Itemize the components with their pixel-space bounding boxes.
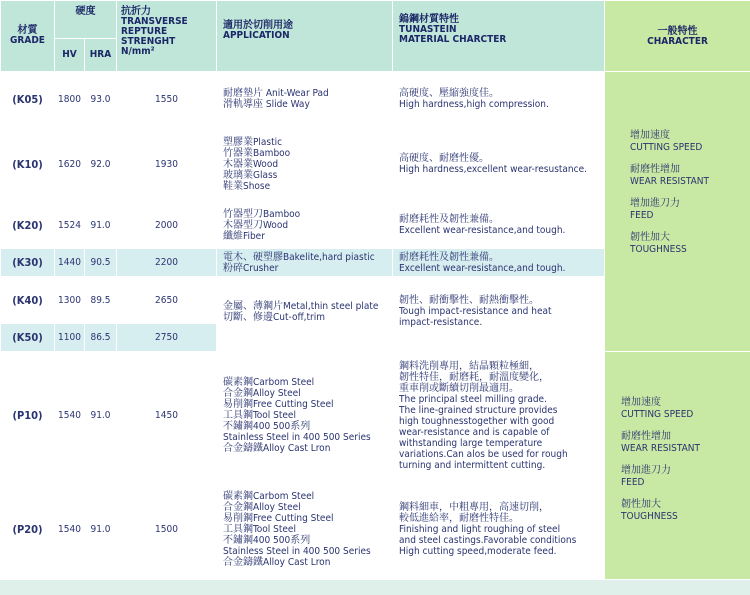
- trs-header-en3: STRENGHT: [121, 36, 176, 47]
- hardness-header: 硬度: [55, 1, 117, 39]
- char-item: [630, 232, 750, 256]
- hv-k20: 1524: [55, 202, 85, 249]
- trs-k10: 1930: [117, 127, 217, 202]
- feat-line: Tough impact-resistance and heat: [399, 306, 552, 317]
- application-header-en: APPLICATION: [223, 30, 290, 41]
- app-line: 金屬、薄鋼片Metal,thin steel plate: [223, 301, 379, 312]
- trs-p10: 1450: [117, 352, 217, 480]
- app-line: 合金鑄鐵Alloy Cast Lron: [223, 557, 331, 568]
- hra-k30: 90.5: [85, 249, 117, 277]
- hra-k40: 89.5: [85, 277, 117, 324]
- trs-p20: 1500: [117, 480, 217, 580]
- char-en: TOUGHNESS: [630, 244, 687, 255]
- app-line: 耐磨墊片 Anit-Wear Pad: [223, 88, 329, 99]
- char-en: CUTTING SPEED: [621, 409, 694, 420]
- trs-k40: 2650: [117, 277, 217, 324]
- feat-line: 高硬度、耐磨性優。: [399, 153, 489, 164]
- char-item: [621, 499, 750, 523]
- application-header-zh: 適用於切削用途: [223, 20, 293, 31]
- grade-k50: (K50): [1, 324, 55, 352]
- hra-header: HRA: [85, 39, 117, 72]
- hv-p10: 1540: [55, 352, 85, 480]
- feat-line: 重車削或斷續切削最適用。: [399, 382, 519, 394]
- char-item: [630, 164, 750, 188]
- feature-k20: [393, 202, 605, 249]
- char-zh: 增加速度: [621, 397, 661, 408]
- hra-k20: 91.0: [85, 202, 117, 249]
- feat-line: 鋼料洗削專用，結晶顆粒極細，: [399, 360, 539, 372]
- app-line: 易削鋼Free Cutting Steel: [223, 513, 334, 524]
- feat-line: The principal steel milling grade.: [399, 393, 547, 405]
- app-line: 竹器業Bamboo: [223, 147, 291, 159]
- feat-line: 韌性、耐衝擊性、耐熱衝擊性。: [399, 295, 539, 306]
- grade-p20: (P20): [1, 480, 55, 580]
- app-line: 碳素鋼Carbom Steel: [223, 377, 315, 388]
- application-k30: [217, 249, 393, 277]
- trs-header: [117, 1, 217, 72]
- application-k10: [217, 127, 393, 202]
- hra-k50: 86.5: [85, 324, 117, 352]
- grade-k10: (K10): [1, 127, 55, 202]
- app-line: 不鏽鋼400 500系列: [223, 421, 311, 432]
- application-k05: [217, 72, 393, 127]
- hra-k10: 92.0: [85, 127, 117, 202]
- application-header: [217, 1, 393, 72]
- trs-header-en1: TRANSVERSE: [121, 16, 188, 27]
- hv-k40: 1300: [55, 277, 85, 324]
- feat-line: 耐磨耗性及韌性兼備。: [399, 214, 499, 225]
- character-header-zh: 一般特性: [657, 26, 698, 37]
- feat-line: High hardness,excellent wear-resustance.: [399, 164, 587, 175]
- app-line: 纖維Fiber: [223, 230, 265, 242]
- grade-header-zh: 材質: [17, 25, 38, 36]
- feat-line: 高硬度、壓縮強度佳。: [399, 88, 499, 99]
- char-item: [621, 397, 750, 421]
- char-item: [621, 431, 750, 455]
- feat-line: 耐磨耗性及韌性兼備。: [399, 251, 499, 263]
- char-zh: 增加速度: [630, 130, 670, 141]
- app-line: 鞋業Shose: [223, 180, 271, 192]
- hra-p20: 91.0: [85, 480, 117, 580]
- app-line: 切斷、修邊Cut-off,trim: [223, 312, 325, 323]
- char-zh: 耐磨性增加: [621, 431, 671, 442]
- feature-k40-k50: [393, 277, 605, 352]
- character-k-group: [605, 72, 750, 352]
- char-item: [630, 198, 750, 222]
- trs-k20: 2000: [117, 202, 217, 249]
- app-line: 合金鋼Alloy Steel: [223, 388, 301, 399]
- app-line: 碳素鋼Carbom Steel: [223, 491, 315, 502]
- hra-k05: 93.0: [85, 72, 117, 127]
- feat-line: Excellent wear-resistance,and tough.: [399, 262, 566, 274]
- app-line: 竹器型刀Bamboo: [223, 208, 301, 220]
- app-line: 工具鋼Tool Steel: [223, 524, 296, 535]
- feature-p10: [393, 352, 605, 480]
- character-header-en: CHARACTER: [647, 36, 708, 47]
- feature-k10: [393, 127, 605, 202]
- app-line: 玻璃業Glass: [223, 169, 278, 181]
- application-p20: [217, 480, 393, 580]
- trs-k30: 2200: [117, 249, 217, 277]
- character-p-group: [605, 352, 750, 580]
- char-zh: 耐磨性增加: [630, 164, 680, 175]
- feat-line: The line-grained structure provides: [399, 404, 558, 416]
- grade-p10: (P10): [1, 352, 55, 480]
- app-line: 滑軌導座 Slide Way: [223, 99, 310, 110]
- app-line: 合金鑄鐵Alloy Cast Lron: [223, 443, 331, 454]
- feat-line: turning and intermittent cutting.: [399, 459, 546, 471]
- char-en: CUTTING SPEED: [630, 142, 703, 153]
- feat-line: and steel castings.Favorable conditions: [399, 535, 577, 546]
- feat-line: Excellent wear-resistance,and tough.: [399, 225, 566, 236]
- feat-line: high toughnesstogether with good: [399, 415, 555, 427]
- char-item: [621, 465, 750, 489]
- hv-k50: 1100: [55, 324, 85, 352]
- feat-line: 鋼料細車，中粗專用，高速切削，: [399, 502, 549, 513]
- app-line: Stainless Steel in 400 500 Series: [223, 432, 371, 443]
- hv-header: HV: [55, 39, 85, 72]
- feat-line: High hardness,high compression.: [399, 99, 549, 110]
- material-header-en2: MATERIAL CHARCTER: [399, 34, 507, 45]
- app-line: 木器業Wood: [223, 158, 279, 170]
- material-header-zh: 鎢鋼材質特性: [399, 14, 459, 25]
- trs-header-en2: REPTURE: [121, 26, 168, 37]
- feature-k05: [393, 72, 605, 127]
- char-en: TOUGHNESS: [621, 511, 678, 522]
- hra-p10: 91.0: [85, 352, 117, 480]
- app-line: 不鏽鋼400 500系列: [223, 535, 311, 546]
- app-line: 木器型刀Wood: [223, 219, 289, 231]
- material-header: [393, 1, 605, 72]
- char-zh: 增加進刀力: [630, 198, 680, 209]
- app-line: 易削鋼Free Cutting Steel: [223, 399, 334, 410]
- application-k20: [217, 202, 393, 249]
- material-header-en1: TUNASTEIN: [399, 24, 457, 35]
- grade-k40: (K40): [1, 277, 55, 324]
- grade-k05: (K05): [1, 72, 55, 127]
- char-zh: 增加進刀力: [621, 465, 671, 476]
- hv-k05: 1800: [55, 72, 85, 127]
- application-p10: [217, 352, 393, 480]
- char-en: FEED: [630, 210, 654, 221]
- application-k40-k50: [217, 277, 393, 352]
- app-line: 合金鋼Alloy Steel: [223, 502, 301, 513]
- feature-p20: [393, 480, 605, 580]
- grade-k20: (K20): [1, 202, 55, 249]
- char-zh: 韌性加大: [621, 499, 661, 510]
- char-en: FEED: [621, 477, 645, 488]
- grade-header-en: GRADE: [10, 35, 45, 46]
- app-line: 粉碎Crusher: [223, 262, 279, 274]
- feat-line: withstanding large temperature: [399, 437, 543, 449]
- feat-line: High cutting speed,moderate feed.: [399, 546, 557, 557]
- grade-k30: (K30): [1, 249, 55, 277]
- app-line: 電木、硬塑膠Bakelite,hard piastic: [223, 251, 375, 263]
- trs-k50: 2750: [117, 324, 217, 352]
- hv-k30: 1440: [55, 249, 85, 277]
- hv-k10: 1620: [55, 127, 85, 202]
- feat-line: 韌性特佳，耐磨耗，耐溫度變化，: [399, 371, 549, 383]
- trs-k05: 1550: [117, 72, 217, 127]
- char-en: WEAR RESISTANT: [630, 176, 709, 187]
- trs-header-zh: 抗折力: [121, 6, 151, 17]
- feat-line: variations.Can alos be used for rough: [399, 448, 568, 460]
- char-item: [630, 130, 750, 154]
- feature-k30: [393, 249, 605, 277]
- feat-line: Finishing and light roughing of steel: [399, 524, 561, 535]
- app-line: 工具鋼Tool Steel: [223, 410, 296, 421]
- feat-line: wear-resistance and is capable of: [399, 426, 550, 438]
- grade-header: [1, 1, 55, 72]
- char-zh: 韌性加大: [630, 232, 670, 243]
- trs-header-unit: N/mm²: [121, 46, 155, 57]
- app-line: Stainless Steel in 400 500 Series: [223, 546, 371, 557]
- feat-line: 較低進給率，耐磨性特佳。: [399, 513, 519, 524]
- character-header: [605, 1, 750, 72]
- app-line: 塑膠業Plastic: [223, 136, 283, 148]
- feat-line: impact-resistance.: [399, 317, 483, 328]
- char-en: WEAR RESISTANT: [621, 443, 700, 454]
- hv-p20: 1540: [55, 480, 85, 580]
